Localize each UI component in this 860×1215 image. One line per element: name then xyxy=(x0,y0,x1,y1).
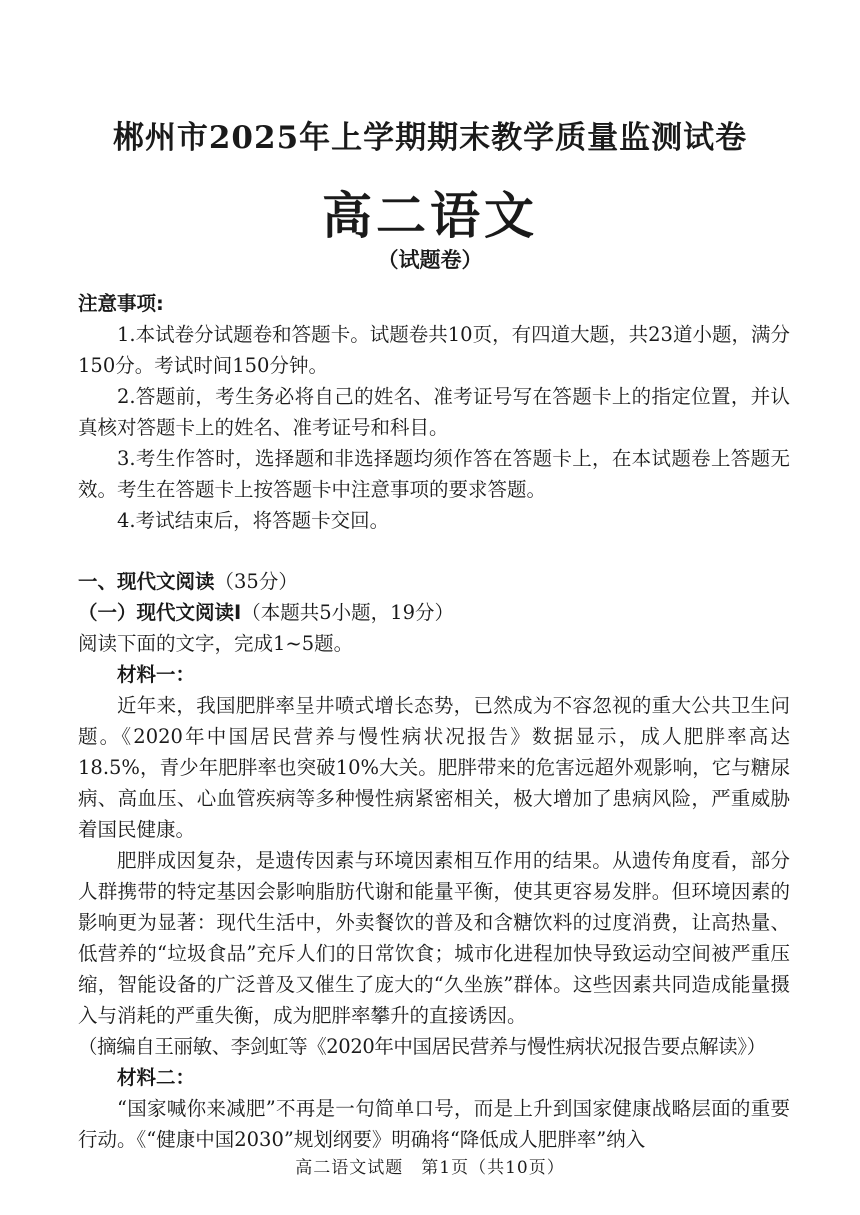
note-item-1: 1.本试卷分试题卷和答题卡。试题卷共10页，有四道大题，共23道小题，满分150分。考试时间150分钟。 xyxy=(78,323,790,377)
note-item-4: 4.考试结束后，将答题卡交回。 xyxy=(117,509,390,532)
material1-label: 材料一： xyxy=(117,663,196,686)
paper-type: （试题卷） xyxy=(377,248,483,272)
section-title: 一、现代文阅读 xyxy=(78,570,215,593)
page-footer: 高二语文试题 第1页（共10页） xyxy=(295,1158,565,1178)
exam-title: 郴州市2025年上学期期末教学质量监测试卷 xyxy=(112,120,748,156)
note-item-2: 2.答题前，考生务必将自己的姓名、准考证号写在答题卡上的指定位置，并认真核对答题卡上的姓名、准考证号和科目。 xyxy=(78,385,790,439)
reading-instruction: 阅读下面的文字，完成1~5题。 xyxy=(78,632,354,655)
section-score: （35分） xyxy=(214,570,298,593)
subsection-info: （本题共5小题，19分） xyxy=(241,601,454,624)
material1-paragraph: 肥胖成因复杂，是遗传因素与环境因素相互作用的结果。从遗传角度看，部分人群携带的特定基因会影响脂肪代谢和能量平衡，使其更容易发胖。但环境因素的影响更为显著：现代生活中，外卖餐饮的普及和含糖饮料的过度消费，让高热量、低营养的“垃圾食品”充斥人们的日常饮食；城市化进程加快导致运动空间被严重压缩，智能设备的广泛普及又催生了庞大的“久坐族”群体。这些因素共同造成能量摄入与消耗的严重失衡，成为肥胖率攀升的直接诱因。 xyxy=(78,849,790,1027)
material1-source: （摘编自王丽敏、李剑虹等《2020年中国居民营养与慢性病状况报告要点解读》） xyxy=(78,1035,766,1058)
subject-title: 高二语文 xyxy=(322,187,538,245)
note-item-3: 3.考生作答时，选择题和非选择题均须作答在答题卡上，在本试题卷上答题无效。考生在答题卡上按答题卡中注意事项的要求答题。 xyxy=(78,447,790,501)
notes-heading: 注意事项: xyxy=(78,292,164,315)
section-heading xyxy=(78,566,790,597)
subsection-title: （一）现代文阅读Ⅰ xyxy=(78,601,242,624)
material2-paragraph: “国家喊你来减肥”不再是一句简单口号，而是上升到国家健康战略层面的重要行动。《“健康中国2030”规划纲要》明确将“降低成人肥胖率”纳入 xyxy=(78,1097,790,1151)
subsection-heading xyxy=(78,597,790,628)
material1-paragraph: 近年来，我国肥胖率呈井喷式增长态势，已然成为不容忽视的重大公共卫生问题。《2020年中国居民营养与慢性病状况报告》数据显示，成人肥胖率高达18.5%，青少年肥胖率也突破10%大关。肥胖带来的危害远超外观影响，它与糖尿病、高血压、心血管疾病等多种慢性病紧密相关，极大增加了患病风险，严重威胁着国民健康。 xyxy=(78,694,790,841)
spacer xyxy=(78,536,790,566)
page-body xyxy=(78,288,790,1155)
material2-label: 材料二： xyxy=(117,1066,196,1089)
